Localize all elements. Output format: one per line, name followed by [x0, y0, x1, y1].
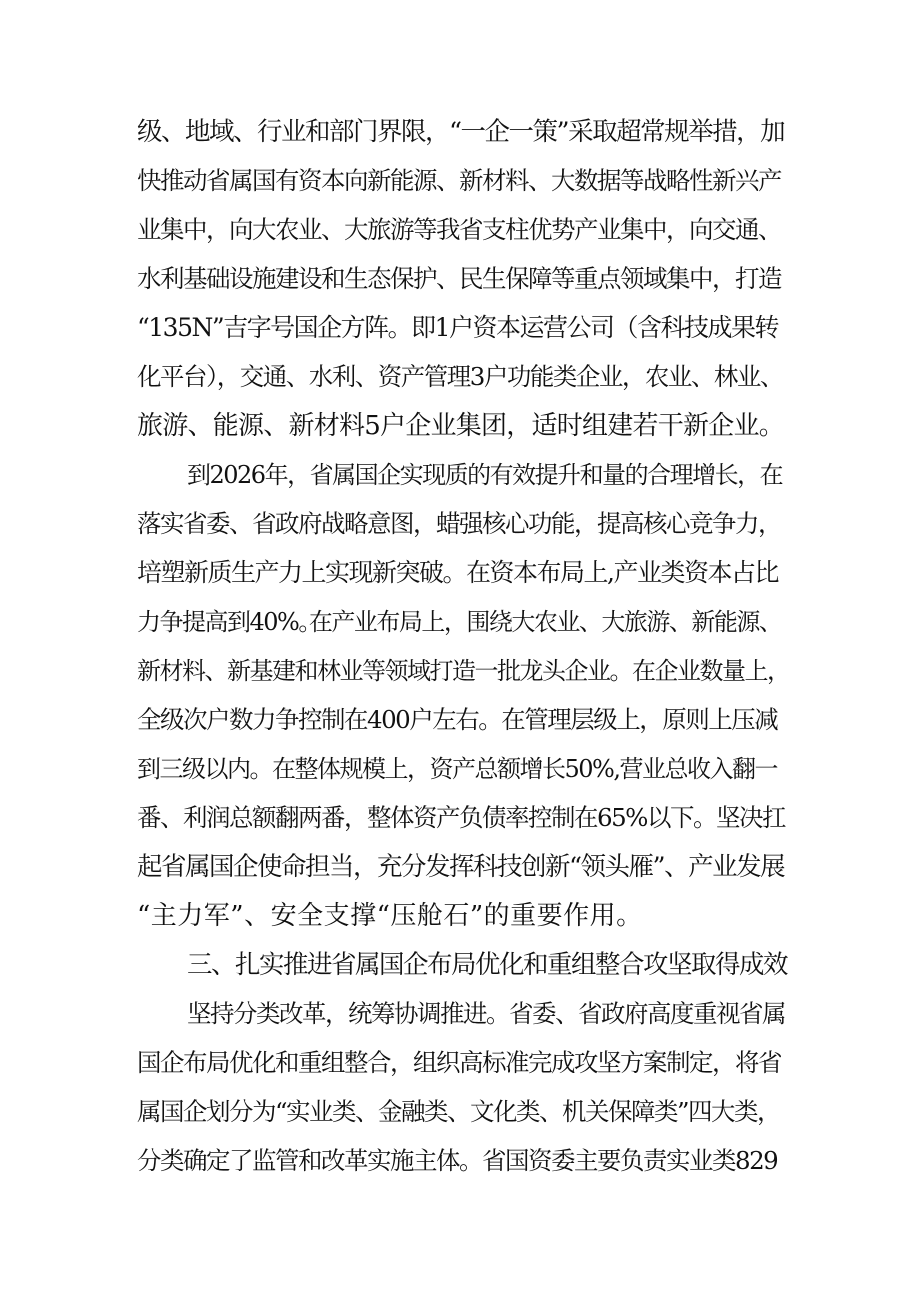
- paragraph-2-line-10: “主力军”、安全支撑“压舱石”的重要作用。: [137, 901, 643, 931]
- paragraph-1-line-3: 业集中，向大农业、大旅游等我省支柱优势产业集中，向交通、: [137, 215, 781, 244]
- section-heading: 三、扎实推进省属国企布局优化和重组整合攻坚取得成效: [187, 950, 788, 980]
- paragraph-2-line-3: 培塑新质生产力上实现新突破。在资本布局上,产业类资本占比: [137, 558, 778, 587]
- paragraph-2-line-6: 全级次户数力争控制在400户左右。在管理层级上，原则上压减: [137, 705, 778, 734]
- paragraph-2-line-2: 落实省委、省政府战略意图，蜡强核心功能，提高核心竞争力，: [137, 509, 781, 538]
- paragraph-3-line-3: 属国企划分为“实业类、金融类、文化类、机关保障类”四大类，: [137, 1097, 781, 1126]
- paragraph-1-line-5: “135N”吉字号国企方阵。即1户资本运营公司（含科技成果转: [137, 313, 779, 342]
- paragraph-2-line-4: 力争提高到40%｡在产业布局上，围绕大农业、大旅游、新能源、: [137, 608, 782, 636]
- paragraph-3-line-2: 国企布局优化和重组整合，组织高标准完成攻坚方案制定，将省: [137, 1048, 781, 1077]
- paragraph-2-line-8: 番、利润总额翻两番，整体资产负债率控制在65%以下。坚决扛: [137, 803, 785, 832]
- paragraph-3-line-1: 坚持分类改革，统筹协调推进。省委、省政府高度重视省属: [187, 999, 785, 1028]
- paragraph-1-line-7: 旅游、能源、新材料5户企业集团，适时组建若干新企业。: [137, 411, 785, 441]
- paragraph-1-line-4: 水利基础设施建设和生态保护、民生保障等重点领域集中，打造: [137, 264, 781, 293]
- paragraph-1-line-6: 化平台），交通、水利、资产管理3户功能类企业，农业、林业、: [137, 362, 783, 391]
- paragraph-2-line-5: 新材料、新基建和林业等领域打造一批龙头企业。在企业数量上，: [137, 657, 790, 685]
- paragraph-2-line-1: 到2026年，省属国企实现质的有效提升和量的合理增长，在: [187, 461, 783, 489]
- paragraph-2-line-9: 起省属国企使命担当，充分发挥科技创新“领头雁”、产业发展: [137, 852, 785, 882]
- paragraph-3-line-4: 分类确定了监管和改革实施主体。省国资委主要负责实业类829: [137, 1146, 778, 1175]
- paragraph-1-line-2: 快推动省属国有资本向新能源、新材料、大数据等战略性新兴产: [137, 166, 781, 195]
- paragraph-1-line-1: 级、地域、行业和部门界限，“一企一策”采取超常规举措，加: [137, 117, 785, 147]
- paragraph-2-line-7: 到三级以内。在整体规模上，资产总额增长50%,营业总收入翻一: [137, 755, 777, 783]
